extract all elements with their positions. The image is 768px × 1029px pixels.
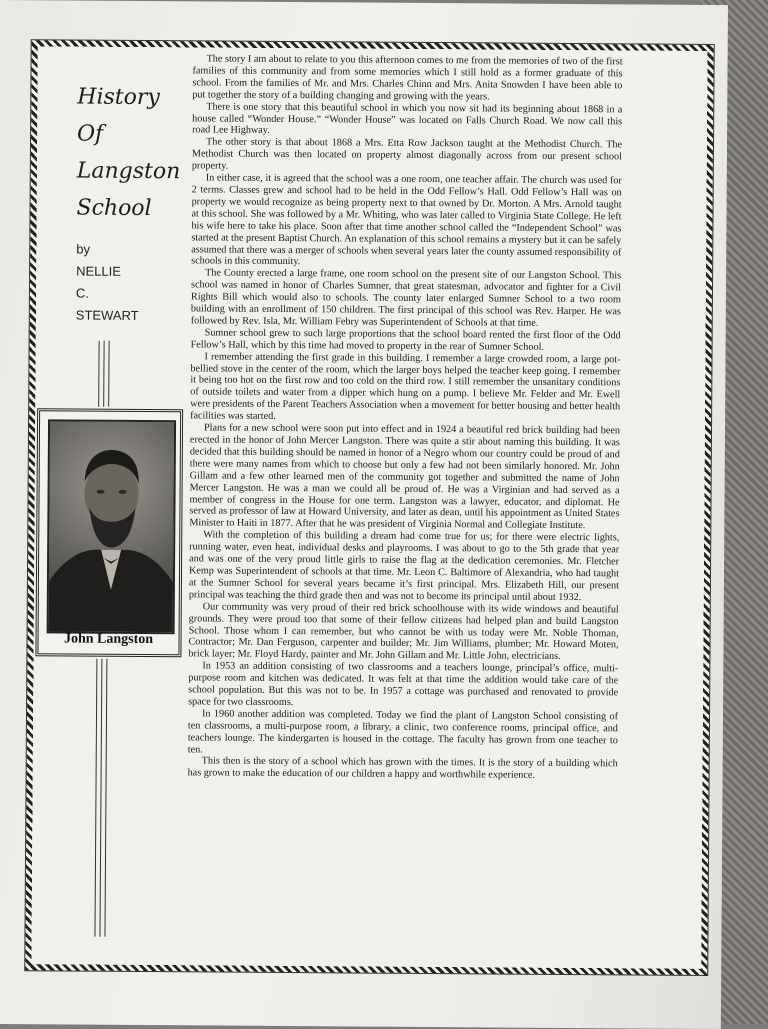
paragraph: In either case, it is agreed that the school was a one room, one teacher affair. The church was used for 2 terms. Classes grew and school had to be held in the Odd Fellow’s Hall. Odd Fellow’s Hall was on property we would recognize as being property next to that owned by Dr. Morton. A Mrs. Arnold taught at this school. She was followed by a Mr. Whiting, who was later called to Virginia State College. He left his wife here to take his place. Soon after that time another school called the “Independent School” was started at the present Baptist Church. An explanation of this school remains a mystery but it can be safely assumed that there was a merger of schools when several years later the county assumed responsibility of schools in this community. xyxy=(191,172,622,268)
portrait-frame xyxy=(35,408,183,657)
title-line: Langston xyxy=(76,158,181,185)
author-byline xyxy=(76,239,139,327)
author-first-name: NELLIE xyxy=(76,263,121,279)
title-block xyxy=(76,79,187,228)
paragraph: The other story is that about 1868 a Mrs. Etta Row Jackson taught at the Methodist Church. The Methodist Church was then located on property almost diagonally across from our present school property. xyxy=(191,136,623,172)
paragraph: Sumner school grew to such large proportions that the school board rented the first floor of the Odd Fellow’s Hall, which by this time had moved to property in the rear of Sumner School. xyxy=(190,327,621,353)
portrait-figure xyxy=(49,421,174,632)
paragraph: There is one story that this beautiful school in which you now sit had its beginning about 1868 in a house called “Wonder House.” “Wonder House” was located on Falls Church Road. We now call this road Lee Highway. xyxy=(192,101,623,137)
paragraph: I remember attending the first grade in this building. I remember a large crowded room, a large pot-bellied stove in the center of the room, which the larger boys helped the teacher keep going. I remember it being too hot on the first row and too cold on the third row. I still remember the unsanitary conditions of outside toilets and water from a dipper which hung on a pump. I believe Mr. Felder and Mr. Ewell were presidents of the Parent Teachers Association when a movement for better housing and better health facilities was started. xyxy=(190,351,621,423)
author-last-name: STEWART xyxy=(75,307,139,323)
paragraph: Our community was very proud of their red brick schoolhouse with its wide windows and beautiful grounds. They were proud too that some of their fellow citizens had helped plan and build Langston School. Those whom I can remember, but who cannot be with us today were Mr. Noble Thoman, Contractor; Mr. Dan Ferguson, carpenter and builder; Mr. Jim Williams, plumber; Mr. Howard Moten, brick layer; Mr. Floyd Hardy, painter and Mr. John Gillam and Mr. Little John, electricians. xyxy=(188,601,619,663)
author-initial: C. xyxy=(75,285,90,301)
paragraph: Plans for a new school were soon put into effect and in 1924 a beautiful red brick building had been erected in the honor of John Mercer Langston. There was quite a stir about naming this building. It was decided that this building should be named in honor of a Negro whom our country could be proud of and there were many names from which to choose but only a few had not been similarly honored. Mr. John Gillam and a few other learned men of the community got together and submitted the name of John Mercer Langston. He was a man we could all be proud of. He was a Virginian and had served as a member of congress in the House for one term. Langston was a lawyer, educator, and diplomat. He served as professor of law at Howard University, and later as dean, until his appointment as United States Minister to Haiti in 1877. After that he was president of Virginia Normal and Collegiate Institute. xyxy=(189,422,621,532)
article-body xyxy=(188,53,623,782)
paragraph: This then is the story of a school which has grown with the times. It is the story of a building which has grown to make the education of our children a happy and worthwhile experience. xyxy=(187,755,618,782)
paragraph: With the completion of this building a dream had come true for us; for there were electric lights, running water, even heat, individual desks and playrooms. I was about to go to the 5th grade that year and was one of the very proud little girls to raise the flag at the dedication ceremonies. Mr. Fletcher Kemp was Superintendent of schools at that time. Mr. Leon C. Baltimore of Alexandria, who had taught at the Sumner School for several years became it’s first principal. Mrs. Elizabeth Hill, our present principal was teaching the third grade then and was not to become its principal until about 1932. xyxy=(188,529,620,603)
title-line: School xyxy=(76,195,152,222)
byline-by: by xyxy=(76,241,91,257)
paragraph: The County erected a large frame, one room school on the present site of our Langston School. This school was named in honor of Charles Sumner, that great statesman, advocator and fighter for a Civil Rights Bill which would also to schools. The county later enlarged Sumner School to a two room building with an enrollment of 150 children. The first principal of this school was Rev. Harper. He was followed by Rev. Isla, Mr. William Febry was Superintendent of Schools at that time. xyxy=(190,267,622,329)
portrait-caption: John Langston xyxy=(63,631,154,648)
paragraph: The story I am about to relate to you this afternoon comes to me from the memories of two of the first families of this community and from some memories which I still hold as a former graduate of this school. From the families of Mr. and Mrs. Charles Chinn and Mrs. Anita Snowden I have been able to put together the story of a building changing and growing with the years. xyxy=(192,53,623,103)
paragraph: In 1953 an addition consisting of two classrooms and a teachers lounge, principal’s office, multi-purpose room and kitchen was dedicated. It was felt at that time the addition would take care of the school population. But this was not to be. In 1957 a cottage was purchased and renovated to provide space for two classrooms. xyxy=(188,660,619,709)
portrait-photo xyxy=(47,419,176,634)
title-line: Of xyxy=(76,121,104,147)
paragraph: In 1960 another addition was completed. Today we find the plant of Langston School consisting of ten classrooms, a multi-purpose room, a library, a clinic, two conference rooms, principal office, and teachers lounge. The kindergarten is housed in the cottage. The faculty has grown from one teacher to ten. xyxy=(187,708,619,755)
title-line: History xyxy=(77,84,160,111)
